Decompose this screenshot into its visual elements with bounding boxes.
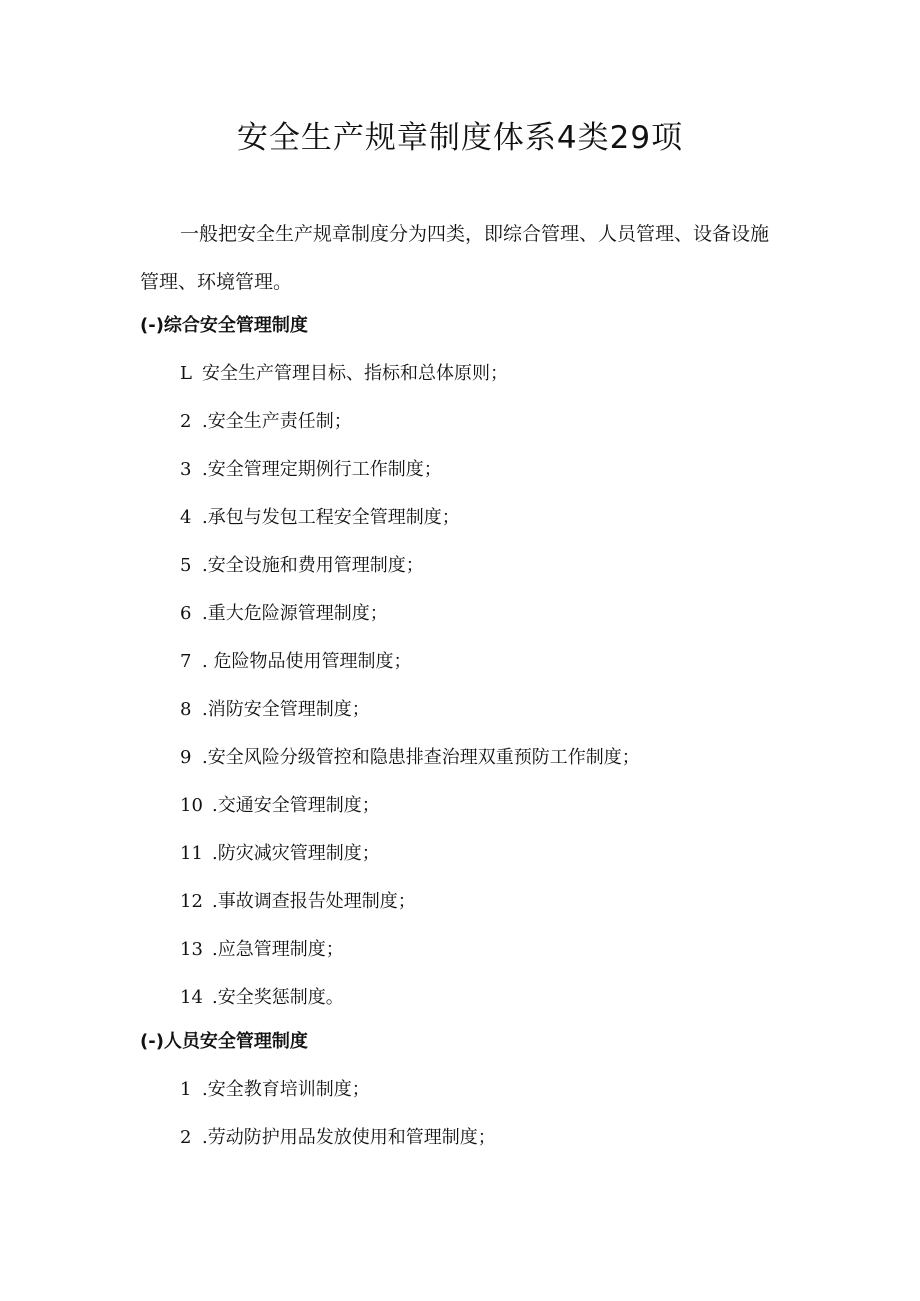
item-number: 13: [180, 939, 203, 960]
list-item: [140, 782, 840, 830]
list-item: [140, 398, 840, 446]
item-text: .劳动防护用品发放使用和管理制度；: [202, 1127, 496, 1148]
list-item: [140, 494, 840, 542]
item-number: 7: [180, 651, 192, 672]
item-number: 9: [180, 747, 192, 768]
section-heading: (-)综合安全管理制度: [140, 315, 308, 336]
item-number: 12: [180, 891, 203, 912]
list-item: [140, 446, 840, 494]
item-text: .应急管理制度；: [212, 939, 344, 960]
item-number: 10: [180, 795, 203, 816]
item-text: .防灾减灾管理制度；: [212, 843, 380, 864]
section-heading: (-)人员安全管理制度: [140, 1031, 308, 1052]
item-text: .安全管理定期例行工作制度；: [202, 459, 442, 480]
list-item: [140, 974, 840, 1022]
item-text: .安全风险分级管控和隐患排查治理双重预防工作制度；: [202, 747, 640, 768]
item-number: 14: [180, 987, 203, 1008]
item-text: .安全教育培训制度；: [202, 1079, 370, 1100]
list-item: [140, 1114, 840, 1162]
section-personnel-safety: [140, 1018, 840, 1162]
item-number: 11: [180, 843, 203, 864]
section-general-safety: [140, 302, 840, 1022]
list-item: [140, 734, 840, 782]
list-item: [140, 350, 840, 398]
list-item: [140, 638, 840, 686]
item-number: 8: [180, 699, 192, 720]
list-item: [140, 590, 840, 638]
list-item: [140, 542, 840, 590]
item-number: 2: [180, 411, 192, 432]
document-title: 安全生产规章制度体系4类29项: [236, 120, 684, 156]
item-text: .消防安全管理制度；: [202, 699, 370, 720]
item-number: 3: [180, 459, 192, 480]
list-item: [140, 878, 840, 926]
item-text: .事故调查报告处理制度；: [212, 891, 416, 912]
list-item: [140, 926, 840, 974]
item-text: .安全奖惩制度。: [212, 987, 344, 1008]
item-number: L: [180, 363, 192, 384]
item-text: .安全生产责任制；: [202, 411, 352, 432]
item-text: .重大危险源管理制度；: [202, 603, 388, 624]
item-text: 安全生产管理目标、指标和总体原则；: [202, 363, 508, 384]
item-text: .安全设施和费用管理制度；: [202, 555, 424, 576]
intro-paragraph: 一般把安全生产规章制度分为四类，即综合管理、人员管理、设备设施管理、环境管理。: [140, 223, 770, 293]
list-item: [140, 686, 840, 734]
item-number: 6: [180, 603, 192, 624]
item-number: 4: [180, 507, 192, 528]
item-number: 5: [180, 555, 192, 576]
list-item: [140, 830, 840, 878]
item-number: 2: [180, 1127, 192, 1148]
list-item: [140, 1066, 840, 1114]
item-text: . 危险物品使用管理制度；: [202, 651, 412, 672]
item-text: .交通安全管理制度；: [212, 795, 380, 816]
item-number: 1: [180, 1079, 192, 1100]
item-text: .承包与发包工程安全管理制度；: [202, 507, 460, 528]
